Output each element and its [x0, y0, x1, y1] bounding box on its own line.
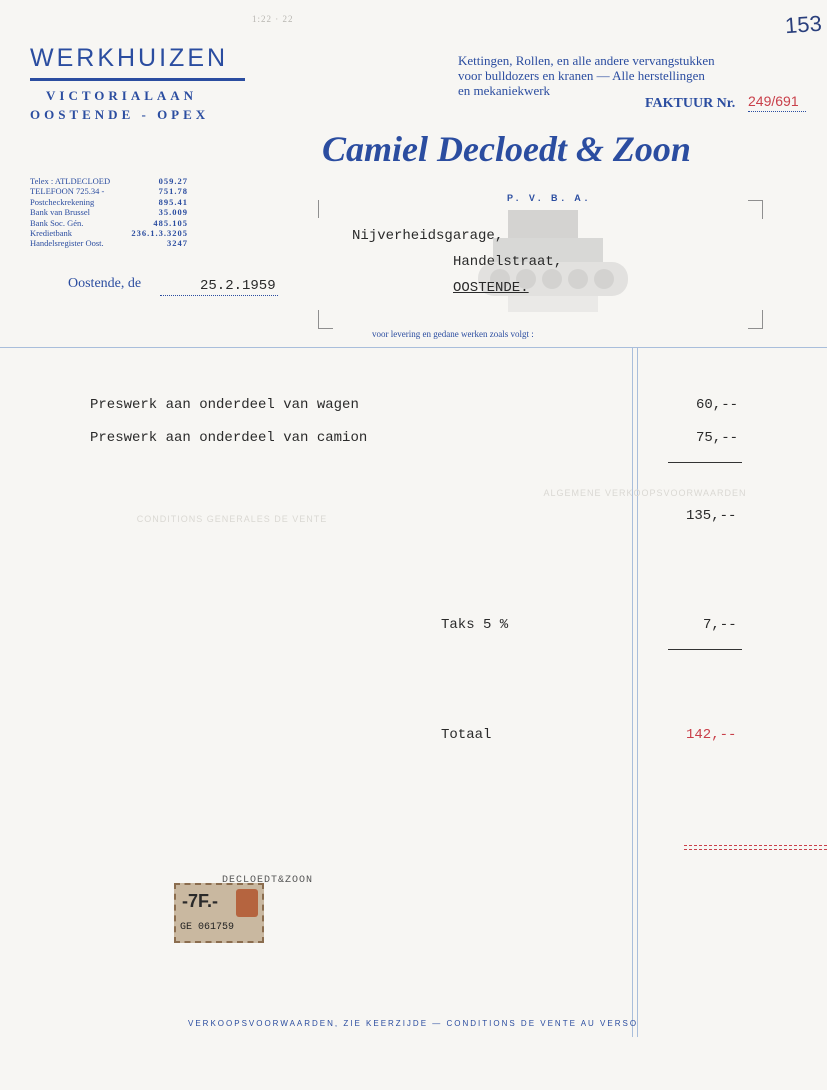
- invoice-number-dots: [748, 111, 806, 112]
- intro-text: voor levering en gedane werken zoals volgt :: [372, 329, 534, 339]
- address-bracket-bl: [318, 310, 333, 329]
- company-city: OOSTENDE - OPEX: [30, 107, 210, 122]
- line-item-amount: 75,--: [696, 430, 739, 446]
- tax-amount: 7,--: [703, 617, 737, 633]
- contact-row: [30, 218, 188, 228]
- top-stamp: 1:22 · 22: [252, 14, 294, 24]
- table-top-rule: [0, 347, 827, 348]
- fiscal-stamp-icon: [174, 883, 264, 943]
- contact-label: Telex : ATLDECLOED: [30, 176, 111, 186]
- legal-form: P. V. B. A.: [507, 193, 592, 203]
- contact-details: [30, 176, 188, 249]
- tagline-line: Kettingen, Rollen, en alle andere vervangstukken: [458, 53, 715, 68]
- stamp-portrait: [236, 889, 258, 917]
- verso-print-through: ALGEMENE VERKOOPSVOORWAARDEN: [543, 488, 747, 498]
- contact-value: 236.1.3.3205: [131, 228, 188, 239]
- stamp-serial: GE 061759: [180, 922, 235, 933]
- contact-value: 895.41: [158, 196, 188, 207]
- total-amount: 142,--: [686, 727, 737, 743]
- address-bracket-tl: [318, 200, 333, 218]
- contact-row: [30, 186, 188, 196]
- contact-value: 35.009: [158, 207, 188, 218]
- company-name: WERKHUIZEN: [30, 44, 229, 72]
- place-label: Oostende, de: [68, 276, 142, 291]
- tagline-line: voor bulldozers en kranen — Alle herstellingen: [458, 68, 705, 83]
- recipient-name: Nijverheidsgarage,: [352, 228, 504, 244]
- company-logo: Camiel Decloedt & Zoon: [322, 129, 691, 169]
- subtotal-amount: 135,--: [686, 508, 737, 524]
- contact-label: Handelsregister Oost.: [30, 238, 104, 249]
- address-bracket-tr: [748, 200, 763, 219]
- contact-row: [30, 238, 188, 248]
- contact-row: [30, 197, 188, 207]
- contact-value: 059.27: [158, 176, 188, 186]
- total-label: Totaal: [441, 727, 492, 743]
- stamp-cancellation: DECLOEDT&ZOON: [222, 875, 314, 886]
- verso-print-through: CONDITIONS GENERALES DE VENTE: [136, 514, 328, 524]
- invoice-date: 25.2.1959: [200, 278, 276, 294]
- company-street: VICTORIALAAN: [46, 88, 198, 103]
- line-item-amount: 60,--: [696, 397, 739, 413]
- footer-note: VERKOOPSVOORWAARDEN, ZIE KEERZIJDE — CONDITIONS DE VENTE AU VERSO: [188, 1019, 639, 1028]
- invoice-label: FAKTUUR Nr.: [645, 96, 736, 111]
- revenue-stamp: [162, 875, 314, 945]
- company-tagline: [458, 53, 818, 98]
- tax-rule: [668, 649, 742, 650]
- address-bracket-br: [748, 310, 763, 329]
- stamp-value: -7F.-: [182, 891, 218, 911]
- contact-value: 485.105: [153, 217, 188, 228]
- contact-value: 3247: [167, 238, 188, 249]
- subtotal-rule: [668, 462, 742, 463]
- page-number: 153: [784, 10, 823, 39]
- contact-label: Postcheckrekening: [30, 196, 95, 207]
- contact-label: Kredietbank: [30, 228, 73, 239]
- invoice-number: 249/691: [748, 93, 799, 109]
- contact-label: TELEFOON 725.34 -: [30, 186, 105, 197]
- date-dots: [160, 295, 278, 296]
- total-double-rule: [684, 845, 827, 850]
- brand-rule: [30, 78, 245, 81]
- recipient-street: Handelstraat,: [453, 254, 563, 270]
- contact-row: [30, 228, 188, 238]
- contact-label: Bank van Brussel: [30, 207, 90, 218]
- contact-value: 751.78: [158, 186, 188, 197]
- contact-row: [30, 207, 188, 217]
- tagline-line: en mekaniekwerk: [458, 83, 551, 98]
- line-item-description: Preswerk aan onderdeel van camion: [90, 430, 368, 446]
- recipient-city: OOSTENDE.: [453, 280, 529, 296]
- contact-label: Bank Soc. Gén.: [30, 217, 84, 228]
- contact-row: [30, 176, 188, 186]
- line-item-description: Preswerk aan onderdeel van wagen: [90, 397, 359, 413]
- tax-label: Taks 5 %: [441, 617, 509, 633]
